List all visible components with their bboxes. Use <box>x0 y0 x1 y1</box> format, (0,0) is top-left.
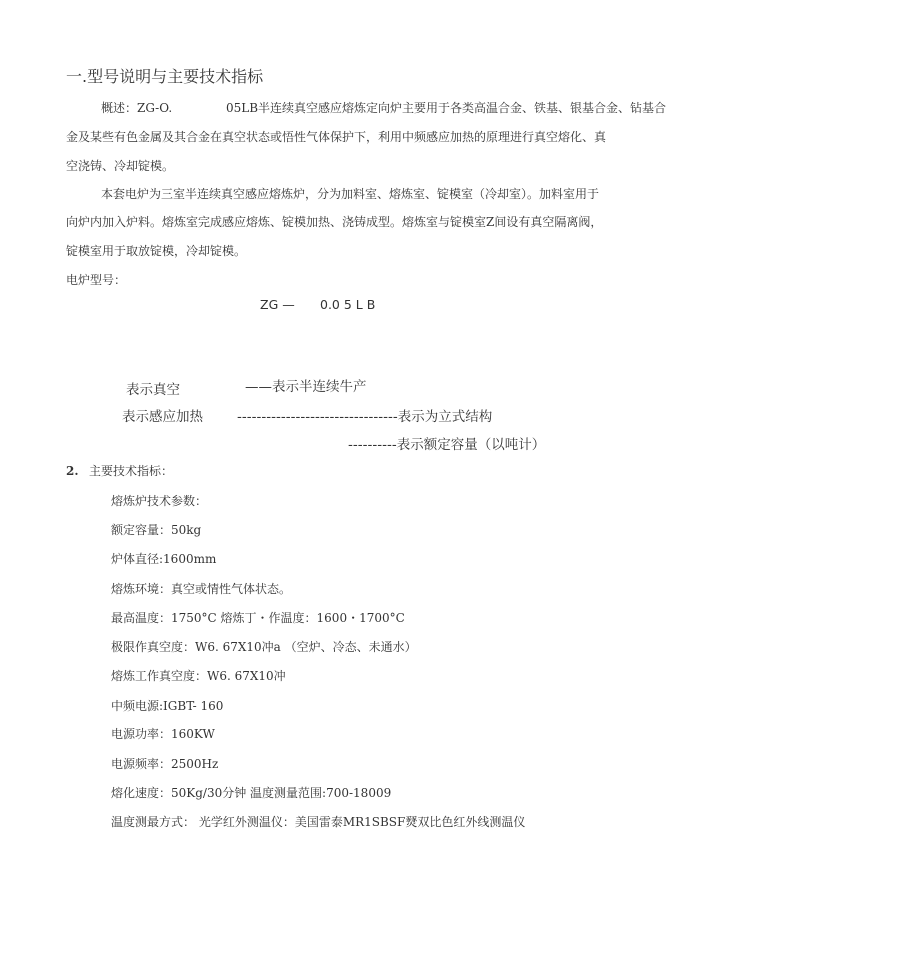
spec-line: 炉体直径:1600mm <box>111 552 217 566</box>
spec-line: 熔炼环境：真空或情性气体状态。 <box>111 582 292 596</box>
spec-line: 中频电源:IGBT- 160 <box>111 699 224 713</box>
section-2-number: 2. <box>66 464 79 478</box>
model-code-left: ZG — <box>260 297 295 312</box>
intro-line-1a: 概述：ZG-O. <box>101 101 173 115</box>
model-label: 电炉型号： <box>66 273 127 287</box>
para2-line-2: 向炉内加入炉料。熔炼室完成感应熔炼、锭模加热、浇铸成型。熔炼室与锭模室Z间设有真空隔离阀， <box>66 215 603 229</box>
spec-line: 熔炼工作真空度：W6. 67X10冲 <box>111 669 286 683</box>
diagram-vacuum: 表示真空 <box>126 382 180 398</box>
diagram-capacity: ----------表示额定容量（以吨计） <box>348 437 546 453</box>
spec-line: 电源功率：160KW <box>111 727 215 741</box>
intro-line-3: 空浇铸、冷却锭模。 <box>66 159 175 173</box>
model-code-right: 0.0 5 L B <box>320 297 376 312</box>
spec-line: 极限作真空度：W6. 67X10冲a （空炉、冷态、未通水） <box>111 640 417 654</box>
spec-line: 温度测最方式： 光学红外测温仪：美国雷泰MR1SBSF燹双比色红外线测温仪 <box>111 815 526 829</box>
spec-line: 电源频率：2500Hz <box>111 757 219 771</box>
section-heading: 一.型号说明与主要技术指标 <box>66 67 264 86</box>
para2-line-1: 本套电炉为三室半连续真空感应熔炼炉，分为加料室、熔炼室、锭模室（冷却室）。加料室用于 <box>101 187 600 201</box>
diagram-semi-continuous: ——表示半连续牛产 <box>245 379 367 395</box>
intro-line-2: 金及某些有色金属及其合金在真空状态或悟性气体保护下，利用中频感应加热的原理进行真空熔化、真 <box>66 130 607 144</box>
section-2-title: 主要技术指标： <box>89 464 174 478</box>
diagram-vertical: ---------------------------------表示为立式结构 <box>237 409 493 425</box>
spec-line: 最高温度：1750°C 熔炼丁・作温度：1600・1700°C <box>111 611 405 625</box>
spec-line: 熔炼炉技术参数： <box>111 494 208 508</box>
intro-line-1b: 05LB半连续真空感应熔炼定向炉主要用于各类高温合金、铁基、银基合金、钻基合 <box>226 101 667 115</box>
spec-line: 熔化速度：50Kg/30分钟 温度测量范围:700-18009 <box>111 786 392 800</box>
spec-line: 额定容量：50kg <box>111 523 202 537</box>
para2-line-3: 锭模室用于取放锭模，冷却锭模。 <box>66 244 247 258</box>
diagram-induction: 表示感应加热 <box>122 409 203 425</box>
